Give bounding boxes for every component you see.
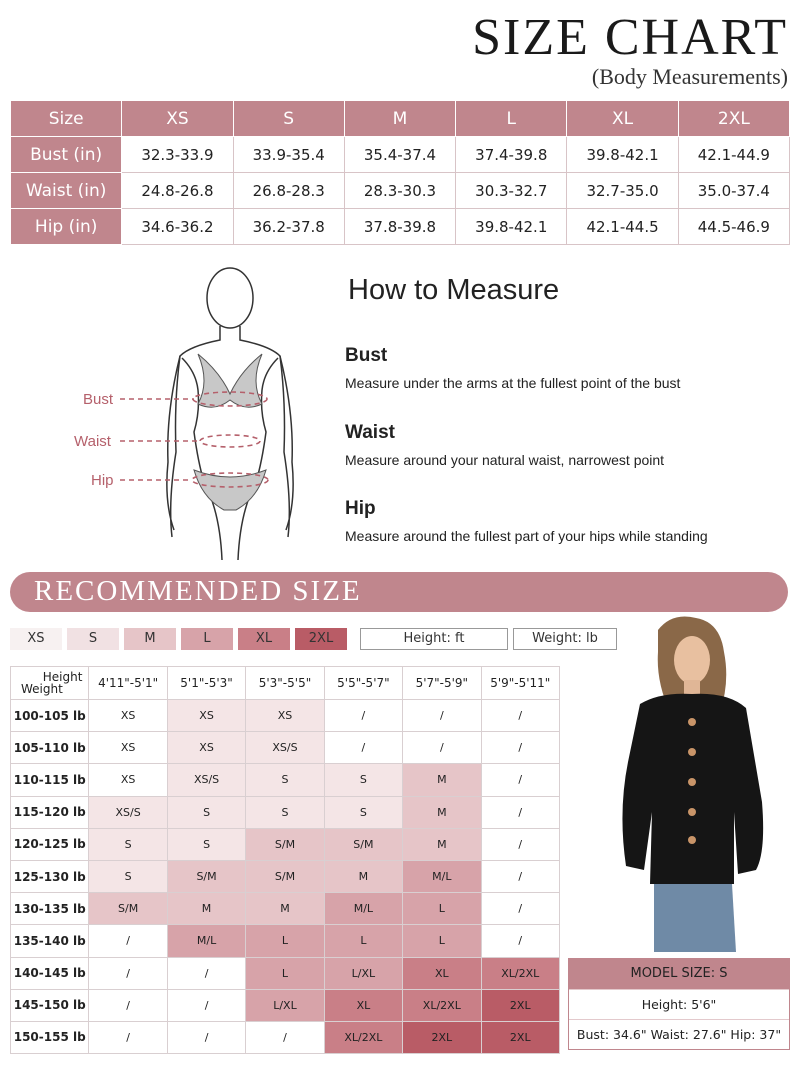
legend-swatch-s: S	[67, 628, 119, 650]
model-info-box	[568, 958, 790, 1050]
table-cell: 44.5-46.9	[678, 209, 789, 245]
table-row	[11, 1021, 560, 1053]
header-cell: Size	[11, 101, 122, 137]
weight-row-label: 115-120 lb	[11, 796, 89, 828]
table-cell: 32.3-33.9	[122, 137, 233, 173]
measure-item-hip	[345, 498, 708, 544]
weight-row-label: 140-145 lb	[11, 957, 89, 989]
table-header-row	[11, 101, 790, 137]
size-cell: /	[481, 732, 559, 764]
size-cell: M	[403, 796, 481, 828]
table-row	[11, 700, 560, 732]
size-cell: S	[324, 764, 402, 796]
size-cell: L/XL	[246, 989, 324, 1021]
size-cell: S	[246, 796, 324, 828]
size-cell: /	[481, 700, 559, 732]
size-legend	[10, 628, 617, 650]
size-cell: M/L	[403, 860, 481, 892]
size-cell: M/L	[167, 925, 245, 957]
torso-outline	[182, 358, 278, 560]
header-cell: M	[344, 101, 455, 137]
page-title: SIZE CHART	[472, 9, 788, 66]
bra-shape	[198, 354, 262, 407]
size-cell: XS/S	[89, 796, 167, 828]
banner-text: RECOMMENDED SIZE	[34, 575, 362, 607]
model-size-label: MODEL SIZE: S	[569, 959, 789, 989]
table-cell: 34.6-36.2	[122, 209, 233, 245]
size-cell: /	[89, 925, 167, 957]
size-cell: S	[89, 860, 167, 892]
size-cell: /	[167, 957, 245, 989]
size-cell: XS	[167, 732, 245, 764]
table-row	[11, 957, 560, 989]
table-row	[11, 796, 560, 828]
jeans-shape	[654, 884, 736, 952]
size-cell: L	[246, 925, 324, 957]
size-cell: /	[246, 1021, 324, 1053]
measure-item-bust	[345, 345, 680, 391]
table-cell: 37.8-39.8	[344, 209, 455, 245]
size-cell: L	[324, 925, 402, 957]
table-cell: 28.3-30.3	[344, 173, 455, 209]
table-cell: 37.4-39.8	[456, 137, 567, 173]
measure-description: Measure around the fullest part of your hips while standing	[345, 528, 708, 544]
legend-swatch-xs: XS	[10, 628, 62, 650]
table-cell: 33.9-35.4	[233, 137, 344, 173]
size-cell: S/M	[324, 828, 402, 860]
weight-row-label: 145-150 lb	[11, 989, 89, 1021]
body-figure-illustration	[70, 262, 330, 562]
face-shape	[674, 636, 710, 684]
weight-row-label: 150-155 lb	[11, 1021, 89, 1053]
row-label: Bust (in)	[11, 137, 122, 173]
height-header-cell: 5'7"-5'9"	[403, 667, 481, 700]
table-row	[11, 732, 560, 764]
weight-row-label: 100-105 lb	[11, 700, 89, 732]
corner-weight-label: Weight	[21, 682, 63, 696]
table-cell: 42.1-44.9	[678, 137, 789, 173]
measure-heading: Bust	[345, 345, 388, 366]
size-cell: M	[324, 860, 402, 892]
table-row	[11, 925, 560, 957]
weight-row-label: 125-130 lb	[11, 860, 89, 892]
size-cell: XS	[246, 700, 324, 732]
table-row	[11, 860, 560, 892]
table-cell: 35.0-37.4	[678, 173, 789, 209]
figure-label-bust: Bust	[83, 391, 114, 408]
weight-row-label: 135-140 lb	[11, 925, 89, 957]
size-cell: S	[167, 828, 245, 860]
page-subtitle: (Body Measurements)	[591, 64, 788, 89]
how-to-measure-title: How to Measure	[348, 274, 560, 306]
size-cell: /	[167, 989, 245, 1021]
size-cell: 2XL	[481, 989, 559, 1021]
table-cell: 32.7-35.0	[567, 173, 678, 209]
corner-cell	[11, 667, 89, 700]
head-outline	[207, 268, 253, 328]
size-cell: XL/2XL	[403, 989, 481, 1021]
height-unit-label: Height: ft	[360, 628, 508, 650]
size-cell: XS/S	[246, 732, 324, 764]
model-photo	[600, 612, 800, 952]
size-cell: M	[403, 828, 481, 860]
waist-measure-ring	[200, 435, 260, 447]
legend-swatch-l: L	[181, 628, 233, 650]
legend-swatch-m: M	[124, 628, 176, 650]
size-cell: /	[481, 925, 559, 957]
measure-item-waist	[345, 422, 664, 468]
size-cell: /	[89, 1021, 167, 1053]
size-cell: M	[246, 893, 324, 925]
weight-row-label: 110-115 lb	[11, 764, 89, 796]
table-row	[11, 893, 560, 925]
size-cell: /	[481, 764, 559, 796]
height-header-cell: 5'1"-5'3"	[167, 667, 245, 700]
height-header-cell: 5'3"-5'5"	[246, 667, 324, 700]
model-height: Height: 5'6"	[569, 989, 789, 1019]
size-cell: XS/S	[167, 764, 245, 796]
table-row	[11, 989, 560, 1021]
table-cell: 35.4-37.4	[344, 137, 455, 173]
header-cell: XL	[567, 101, 678, 137]
header-cell: S	[233, 101, 344, 137]
table-cell: 39.8-42.1	[456, 209, 567, 245]
size-cell: S	[324, 796, 402, 828]
size-cell: /	[481, 796, 559, 828]
size-cell: /	[167, 1021, 245, 1053]
table-cell: 36.2-37.8	[233, 209, 344, 245]
table-cell: 39.8-42.1	[567, 137, 678, 173]
neck-shape	[684, 680, 700, 696]
table-header-row	[11, 667, 560, 700]
legend-swatch-2xl: 2XL	[295, 628, 347, 650]
recommended-size-table	[10, 666, 560, 1054]
weight-row-label: 105-110 lb	[11, 732, 89, 764]
size-cell: /	[89, 989, 167, 1021]
measure-heading: Waist	[345, 422, 395, 443]
size-cell: S/M	[246, 860, 324, 892]
size-cell: XS	[167, 700, 245, 732]
weight-unit-label: Weight: lb	[513, 628, 617, 650]
size-cell: XS	[89, 700, 167, 732]
table-cell: 26.8-28.3	[233, 173, 344, 209]
header-cell: 2XL	[678, 101, 789, 137]
size-cell: /	[481, 893, 559, 925]
body-measurements-table	[10, 100, 790, 245]
size-cell: M	[403, 764, 481, 796]
corner-height-label: Height	[42, 670, 83, 684]
size-cell: S	[246, 764, 324, 796]
size-cell: /	[481, 828, 559, 860]
size-cell: M	[167, 893, 245, 925]
figure-label-waist: Waist	[74, 433, 111, 450]
weight-row-label: 130-135 lb	[11, 893, 89, 925]
size-cell: 2XL	[481, 1021, 559, 1053]
size-chart-title-block	[472, 8, 788, 90]
size-cell: /	[324, 700, 402, 732]
size-cell: /	[324, 732, 402, 764]
table-row	[11, 828, 560, 860]
table-row	[11, 209, 790, 245]
size-cell: XL/2XL	[324, 1021, 402, 1053]
recommended-size-banner	[10, 572, 788, 612]
size-cell: XL/2XL	[481, 957, 559, 989]
header-cell: XS	[122, 101, 233, 137]
size-cell: S/M	[246, 828, 324, 860]
size-cell: XS	[89, 764, 167, 796]
height-header-cell: 5'9"-5'11"	[481, 667, 559, 700]
figure-label-hip: Hip	[91, 472, 114, 489]
height-header-cell: 5'5"-5'7"	[324, 667, 402, 700]
size-cell: XL	[403, 957, 481, 989]
measure-description: Measure around your natural waist, narrowest point	[345, 452, 665, 468]
size-cell: S/M	[89, 893, 167, 925]
size-cell: /	[89, 957, 167, 989]
size-cell: S	[167, 796, 245, 828]
size-cell: /	[403, 700, 481, 732]
size-cell: /	[481, 860, 559, 892]
table-row	[11, 764, 560, 796]
size-cell: M/L	[324, 893, 402, 925]
size-cell: XL	[324, 989, 402, 1021]
measure-heading: Hip	[345, 498, 376, 519]
size-cell: XS	[89, 732, 167, 764]
table-cell: 30.3-32.7	[456, 173, 567, 209]
table-cell: 24.8-26.8	[122, 173, 233, 209]
table-row	[11, 137, 790, 173]
size-cell: 2XL	[403, 1021, 481, 1053]
size-cell: L	[246, 957, 324, 989]
header-cell: L	[456, 101, 567, 137]
size-cell: L	[403, 925, 481, 957]
size-cell: L/XL	[324, 957, 402, 989]
model-measurements: Bust: 34.6" Waist: 27.6" Hip: 37"	[569, 1019, 789, 1049]
table-cell: 42.1-44.5	[567, 209, 678, 245]
row-label: Waist (in)	[11, 173, 122, 209]
row-label: Hip (in)	[11, 209, 122, 245]
weight-row-label: 120-125 lb	[11, 828, 89, 860]
size-cell: L	[403, 893, 481, 925]
size-cell: S/M	[167, 860, 245, 892]
size-cell: S	[89, 828, 167, 860]
height-header-cell: 4'11"-5'1"	[89, 667, 167, 700]
table-row	[11, 173, 790, 209]
legend-swatch-xl: XL	[238, 628, 290, 650]
measure-description: Measure under the arms at the fullest point of the bust	[345, 375, 681, 391]
bottom-shape	[194, 470, 266, 510]
size-cell: /	[403, 732, 481, 764]
